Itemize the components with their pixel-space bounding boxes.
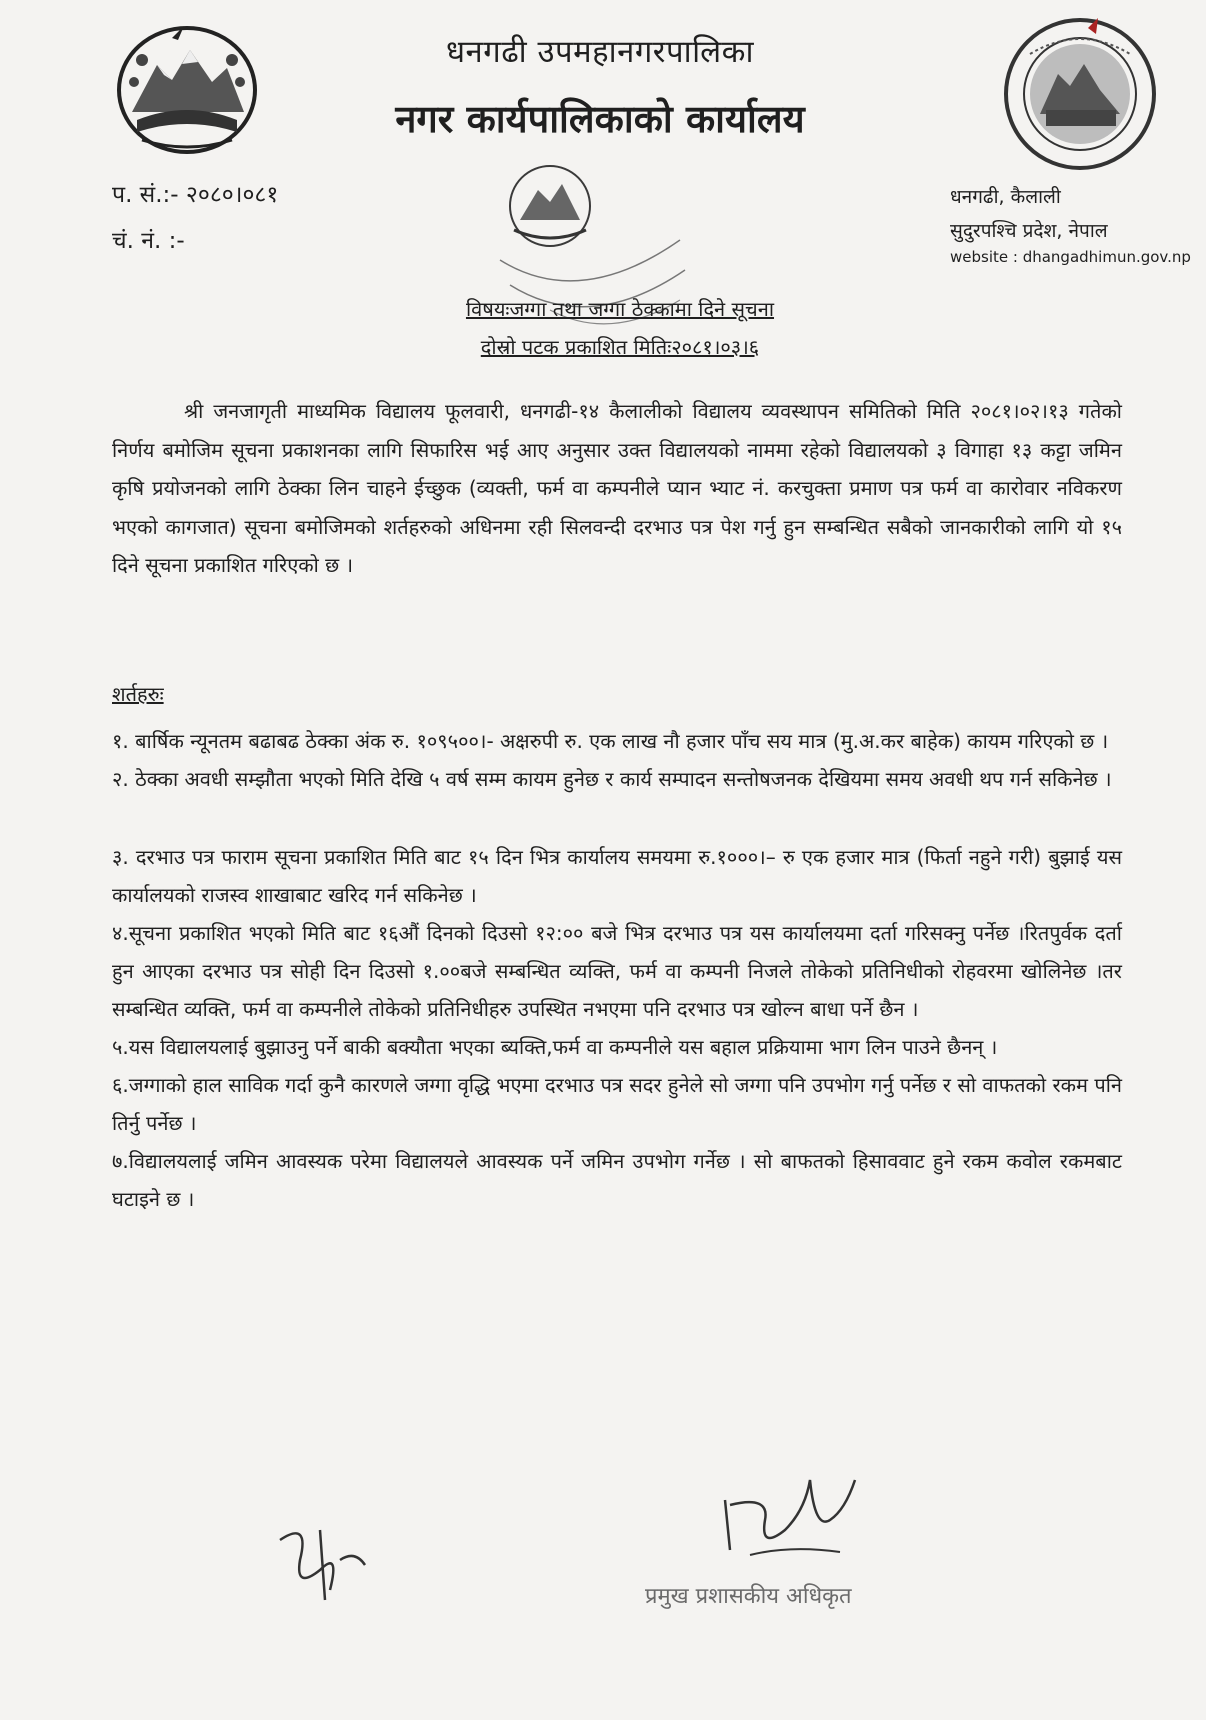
municipality-seal-icon: [1000, 14, 1160, 174]
address-block: [950, 180, 1191, 266]
term-item: २. ठेक्का अवधी सम्झौता भएको मिति देखि ५ वर्ष सम्म कायम हुनेछ र कार्य सम्पादन सन्तोषजनक देखियमा समय अवधी थप गर्न सकिनेछ ।: [112, 767, 1112, 791]
terms-list: [112, 722, 1122, 1218]
term-item: ७.विद्यालयलाई जमिन आवस्यक परेमा विद्यालयले आवस्यक पर्ने जमिन उपभोग गर्नेछ । सो बाफतको हिसाववाट हुने रकम कवोल रकमबाट घटाइने छ ।: [112, 1149, 1122, 1211]
term-item: ३. दरभाउ पत्र फाराम सूचना प्रकाशित मिति बाट १५ दिन भित्र कार्यालय समयमा रु.१०००।– रु एक हजार मात्र (फिर्ता नहुने गरी) बुझाई यस कार्यालयको राजस्व शाखाबाट खरिद गर्न सकिनेछ ।: [112, 845, 1122, 907]
letter-number: प. सं.:- २०८०।०८१: [112, 182, 279, 208]
initials-signature-icon: [270, 1510, 380, 1610]
reference-block: [112, 172, 278, 264]
intro-paragraph: श्री जनजागृती माध्यमिक विद्यालय फूलवारी, धनगढी-१४ कैलालीको विद्यालय व्यवस्थापन समितिको मिति २०८१।०२।१३ गतेको निर्णय बमोजिम सूचना प्रकाशनका लागि सिफारिस भई आए अनुसार उक्त विद्यालयको नाममा रहेको विद्यालयको ३ विगाहा १३ कट्टा जमिन कृषि प्रयोजनको लागि ठेक्का लिन चाहने ईच्छुक (व्यक्ती, फर्म वा कम्पनीले प्यान भ्याट नं. करचुक्ता प्रमाण पत्र फर्म वा कारोवार नविकरण भएको कागजात) सूचना बमोजिमको शर्तहरुको अधिनमा रही सिलवन्दी दरभाउ पत्र पेश गर्नु हुन सम्बन्धित सबैको जानकारीको लागि यो १५ दिने सूचना प्रकाशित गरिएको छ ।: [112, 399, 1122, 577]
municipality-name: धनगढी उपमहानगरपालिका: [445, 34, 755, 70]
term-item: ५.यस विद्यालयलाई बुझाउनु पर्ने बाकी बक्यौता भएका ब्यक्ति,फर्म वा कम्पनीले यस बहाल प्रक्रियामा भाग लिन पाउने छैनन् ।: [112, 1035, 998, 1059]
website: website : dhangadhimun.gov.np: [950, 248, 1191, 266]
officer-signature-icon: [710, 1460, 860, 1570]
terms-heading: शर्तहरुः: [112, 682, 164, 706]
notice-body: [112, 392, 1122, 585]
subject-block: [350, 290, 890, 366]
address-line-1: धनगढी, कैलाली: [950, 186, 1061, 208]
office-title: नगर कार्यपालिकाको कार्यालय: [395, 97, 805, 141]
subject-title: विषयःजग्गा तथा जग्गा ठेक्कामा दिने सूचना: [465, 297, 775, 321]
nepal-emblem-icon: [112, 20, 262, 158]
publish-date: दोस्रो पटक प्रकाशित मितिः२०८१।०३।६: [480, 335, 760, 359]
address-line-2: सुदुरपश्चि प्रदेश, नेपाल: [950, 220, 1108, 242]
term-item: ४.सूचना प्रकाशित भएको मिति बाट १६औं दिनको दिउसो १२:०० बजे भित्र दरभाउ पत्र यस कार्यालयमा दर्ता गरिसक्नु पर्नेछ ।रितपुर्वक दर्ता हुन आएका दरभाउ पत्र सोही दिन दिउसो १.००बजे सम्बन्धित व्यक्ति, फर्म वा कम्पनी निजले तोकेको प्रतिनिधीको रोहवरमा खोलिनेछ ।तर सम्बन्धित व्यक्ति, फर्म वा कम्पनीले तोकेको प्रतिनिधीहरु उपस्थित नभएमा पनि दरभाउ पत्र खोल्न बाधा पर्ने छैन ।: [112, 921, 1122, 1021]
term-item: ६.जग्गाको हाल साविक गर्दा कुनै कारणले जग्गा वृद्धि भएमा दरभाउ पत्र सदर हुनेले सो जग्गा पनि उपभोग गर्नु पर्नेछ र सो वाफतको रकम पनि तिर्नु पर्नेछ ।: [112, 1073, 1122, 1135]
dispatch-number: चं. नं. :-: [112, 228, 185, 254]
signatory-title: प्रमुख प्रशासकीय अधिकृत: [645, 1584, 852, 1609]
term-item: १. बार्षिक न्यूनतम बढाबढ ठेक्का अंक रु. १०९५००।- अक्षरुपी रु. एक लाख नौ हजार पाँच सय मात्र (मु.अ.कर बाहेक) कायम गरिएको छ ।: [112, 729, 1109, 753]
